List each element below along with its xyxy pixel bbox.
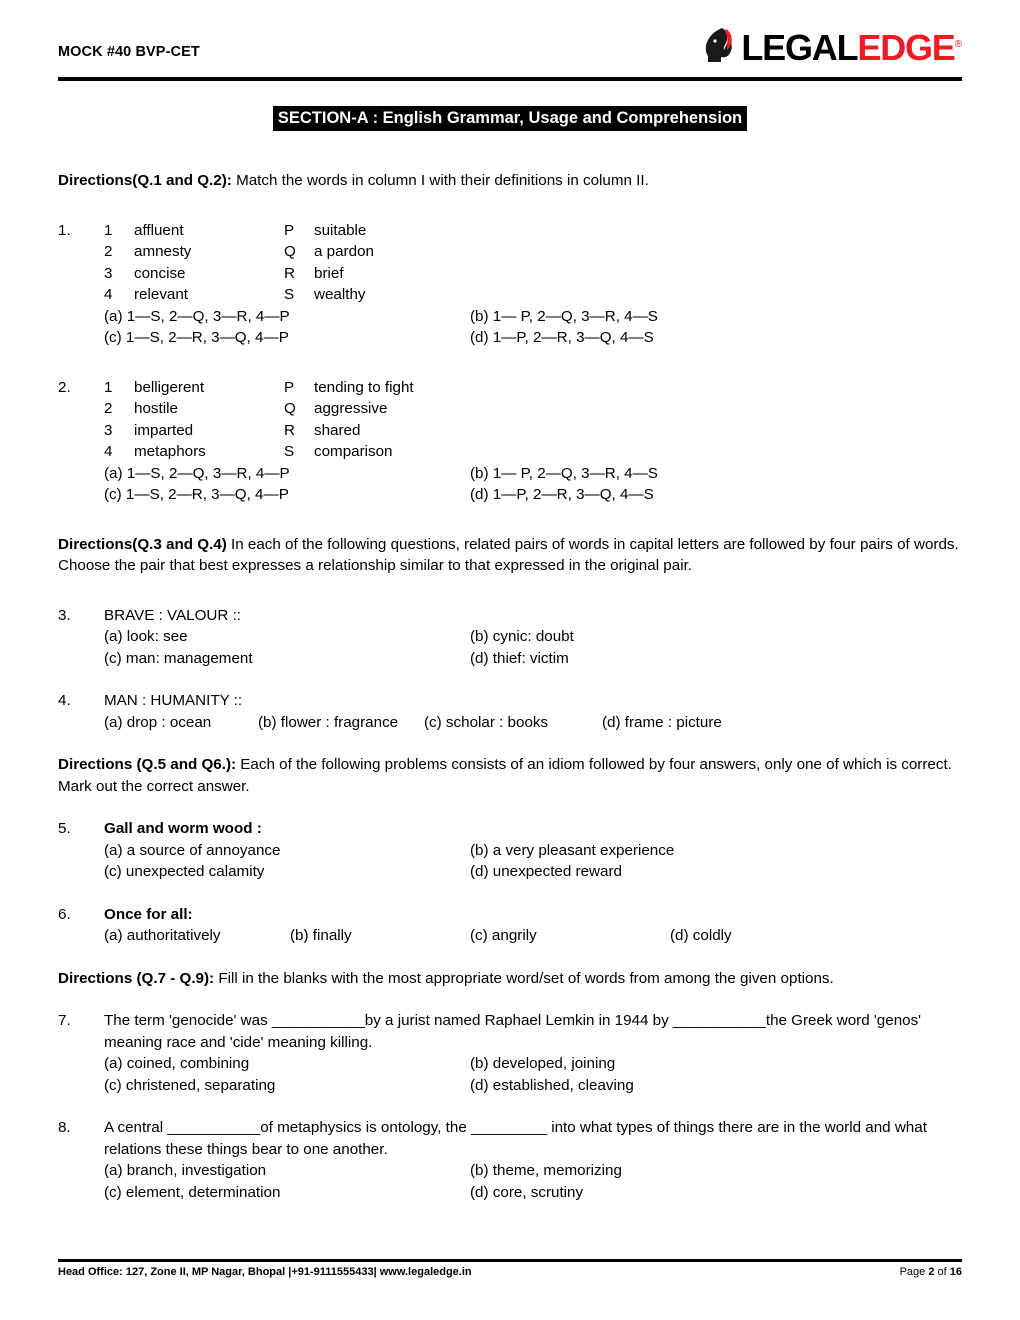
option-d[interactable]: (d) frame : picture — [602, 713, 722, 731]
logo-text-legal: LEGAL — [741, 27, 858, 68]
footer-divider — [58, 1259, 962, 1262]
match-index: 3 — [104, 421, 113, 439]
match-index: 4 — [104, 443, 113, 460]
match-word: affluent — [134, 221, 184, 239]
question-7-stem: The term 'genocide' was ___________by a jurist named Raphael Lemkin in 1944 by ___________the Greek word 'genos' meaning race and 'cide' meaning killing. — [104, 1012, 922, 1051]
option-c[interactable]: (c) angrily — [470, 927, 537, 944]
match-word: hostile — [134, 400, 178, 417]
directions-q3-q4-text: In each of the following questions, related pairs of words in capital letters are followed by four pairs of words. Choose the pair that best expresses a relationship similar to that expressed in the original pair. — [58, 535, 959, 574]
match-index: 2 — [104, 400, 113, 417]
option-a[interactable]: (a) look: see — [104, 628, 188, 645]
question-1 — [58, 220, 962, 349]
question-5-number: 5. — [58, 820, 71, 837]
question-8 — [58, 1117, 962, 1203]
match-word: imparted — [134, 421, 194, 439]
match-index: 3 — [104, 264, 113, 282]
option-d[interactable]: (d) 1—P, 2—R, 3—Q, 4—S — [470, 486, 654, 503]
match-row — [104, 263, 962, 285]
match-index: 2 — [104, 243, 113, 260]
match-word: relevant — [134, 286, 189, 303]
match-word: belligerent — [134, 378, 205, 396]
question-4 — [58, 690, 962, 733]
question-5 — [58, 818, 962, 883]
directions-q3-q4-label: Directions(Q.3 and Q.4) — [58, 535, 227, 553]
option-a[interactable]: (a) a source of annoyance — [104, 841, 281, 859]
option-a[interactable]: (a) 1—S, 2—Q, 3—R, 4—P — [104, 464, 290, 482]
question-8-stem: A central ___________of metaphysics is ontology, the _________ into what types of things there are in the world and what relations these things bear to one another. — [104, 1119, 927, 1158]
option-a[interactable]: (a) branch, investigation — [104, 1162, 267, 1179]
match-letter: P — [284, 221, 295, 239]
match-index: 1 — [104, 378, 113, 396]
match-letter: R — [284, 264, 295, 282]
option-c[interactable]: (c) scholar : books — [424, 713, 549, 731]
option-row — [104, 861, 962, 883]
match-word: amnesty — [134, 243, 192, 260]
directions-q1-q2 — [58, 170, 962, 192]
option-d[interactable]: (d) unexpected reward — [470, 863, 622, 880]
match-row — [104, 377, 962, 399]
option-c[interactable]: (c) christened, separating — [104, 1076, 276, 1094]
match-row — [104, 284, 962, 306]
directions-q7-q9 — [58, 968, 962, 990]
registered-trademark-icon: ® — [954, 39, 962, 50]
option-d[interactable]: (d) established, cleaving — [470, 1076, 634, 1094]
match-definition: a pardon — [314, 243, 374, 260]
section-heading-container — [0, 106, 1020, 131]
logo-text-edge: EDGE — [857, 27, 955, 68]
match-letter: Q — [284, 400, 296, 417]
option-row — [104, 925, 962, 947]
option-row — [104, 712, 962, 734]
option-row — [104, 1182, 962, 1204]
option-a[interactable]: (a) drop : ocean — [104, 713, 212, 731]
match-row — [104, 220, 962, 242]
option-c[interactable]: (c) man: management — [104, 649, 253, 667]
option-row — [104, 648, 962, 670]
match-definition: wealthy — [314, 286, 366, 303]
page-total: 16 — [949, 1266, 962, 1278]
match-letter: R — [284, 421, 295, 439]
option-b[interactable]: (b) theme, memorizing — [470, 1162, 622, 1179]
question-7-number: 7. — [58, 1012, 71, 1029]
match-definition: shared — [314, 421, 361, 439]
section-heading: SECTION-A : English Grammar, Usage and Comprehension — [273, 106, 747, 131]
directions-q5-q6 — [58, 754, 962, 797]
question-paper-body — [58, 170, 962, 1203]
page-number-label — [900, 1266, 962, 1278]
match-row — [104, 441, 962, 463]
option-d[interactable]: (d) coldly — [670, 927, 732, 944]
question-6-stem: Once for all: — [104, 905, 193, 923]
option-row — [104, 306, 962, 328]
question-5-stem: Gall and worm wood : — [104, 820, 262, 837]
match-definition: suitable — [314, 221, 367, 239]
question-4-stem: MAN : HUMANITY :: — [104, 692, 243, 709]
directions-q5-q6-text: Each of the following problems consists of an idiom followed by four answers, only one of which is correct. Mark out the correct answer. — [58, 756, 952, 795]
option-b[interactable]: (b) 1— P, 2—Q, 3—R, 4—S — [470, 307, 658, 325]
directions-q1-q2-label: Directions(Q.1 and Q.2): — [58, 172, 232, 189]
match-index: 4 — [104, 286, 113, 303]
match-definition: tending to fight — [314, 378, 414, 396]
match-row — [104, 241, 962, 263]
page-prefix: Page — [899, 1266, 929, 1278]
match-definition: brief — [314, 264, 344, 282]
match-letter: Q — [284, 243, 296, 260]
exam-title: MOCK #40 BVP-CET — [58, 44, 200, 60]
option-b[interactable]: (b) 1— P, 2—Q, 3—R, 4—S — [470, 464, 658, 482]
match-index: 1 — [104, 221, 113, 239]
footer-contact-info: Head Office: 127, Zone II, MP Nagar, Bhopal |+91-9111555433| www.legaledge.in — [58, 1266, 472, 1278]
option-b[interactable]: (b) a very pleasant experience — [470, 841, 675, 859]
option-d[interactable]: (d) thief: victim — [470, 649, 569, 667]
question-2 — [58, 377, 962, 506]
question-7 — [58, 1010, 962, 1096]
option-a[interactable]: (a) authoritatively — [104, 927, 221, 944]
option-d[interactable]: (d) core, scrutiny — [470, 1183, 584, 1201]
question-6 — [58, 904, 962, 947]
question-1-number: 1. — [58, 221, 71, 239]
match-letter: P — [284, 378, 295, 396]
option-a[interactable]: (a) coined, combining — [104, 1055, 250, 1072]
option-b[interactable]: (b) finally — [290, 927, 352, 944]
match-letter: S — [284, 286, 295, 303]
option-row — [104, 1160, 962, 1182]
legaledge-logo — [702, 26, 962, 70]
question-3 — [58, 605, 962, 670]
option-d[interactable]: (d) 1—P, 2—R, 3—Q, 4—S — [470, 329, 654, 346]
logo-wordmark — [741, 26, 962, 67]
question-3-number: 3. — [58, 606, 71, 624]
option-b[interactable]: (b) developed, joining — [470, 1055, 616, 1072]
page-mid: of — [934, 1266, 950, 1278]
directions-q7-q9-text: Fill in the blanks with the most appropriate word/set of words from among the given options. — [214, 969, 834, 987]
match-word: concise — [134, 264, 186, 282]
directions-q1-q2-text: Match the words in column I with their definitions in column II. — [231, 172, 649, 189]
legaledge-figure-icon — [702, 26, 740, 66]
option-row — [104, 1075, 962, 1097]
option-row — [104, 463, 962, 485]
match-definition: aggressive — [314, 400, 388, 417]
option-row — [104, 327, 962, 349]
directions-q5-q6-label: Directions (Q.5 and Q6.): — [58, 756, 237, 773]
option-row — [104, 840, 962, 862]
option-b[interactable]: (b) flower : fragrance — [258, 713, 399, 731]
page-footer — [58, 1266, 962, 1278]
option-b[interactable]: (b) cynic: doubt — [470, 628, 574, 645]
match-definition: comparison — [314, 443, 393, 460]
directions-q7-q9-label: Directions (Q.7 - Q.9): — [58, 969, 215, 987]
question-8-number: 8. — [58, 1119, 71, 1136]
option-c[interactable]: (c) 1—S, 2—R, 3—Q, 4—P — [104, 486, 289, 503]
page-header — [58, 26, 962, 78]
question-4-number: 4. — [58, 692, 71, 709]
option-row — [104, 1053, 962, 1075]
match-letter: S — [284, 443, 295, 460]
option-row — [104, 484, 962, 506]
header-divider — [58, 77, 962, 81]
option-c[interactable]: (c) unexpected calamity — [104, 863, 265, 880]
question-2-number: 2. — [58, 378, 71, 396]
page-number: 2 — [928, 1266, 935, 1278]
match-row — [104, 420, 962, 442]
directions-q3-q4 — [58, 534, 962, 577]
question-6-number: 6. — [58, 905, 71, 923]
option-a[interactable]: (a) 1—S, 2—Q, 3—R, 4—P — [104, 307, 290, 325]
option-c[interactable]: (c) 1—S, 2—R, 3—Q, 4—P — [104, 329, 289, 346]
question-3-stem: BRAVE : VALOUR :: — [104, 606, 242, 624]
match-row — [104, 398, 962, 420]
match-word: metaphors — [134, 443, 206, 460]
option-row — [104, 626, 962, 648]
option-c[interactable]: (c) element, determination — [104, 1183, 281, 1201]
